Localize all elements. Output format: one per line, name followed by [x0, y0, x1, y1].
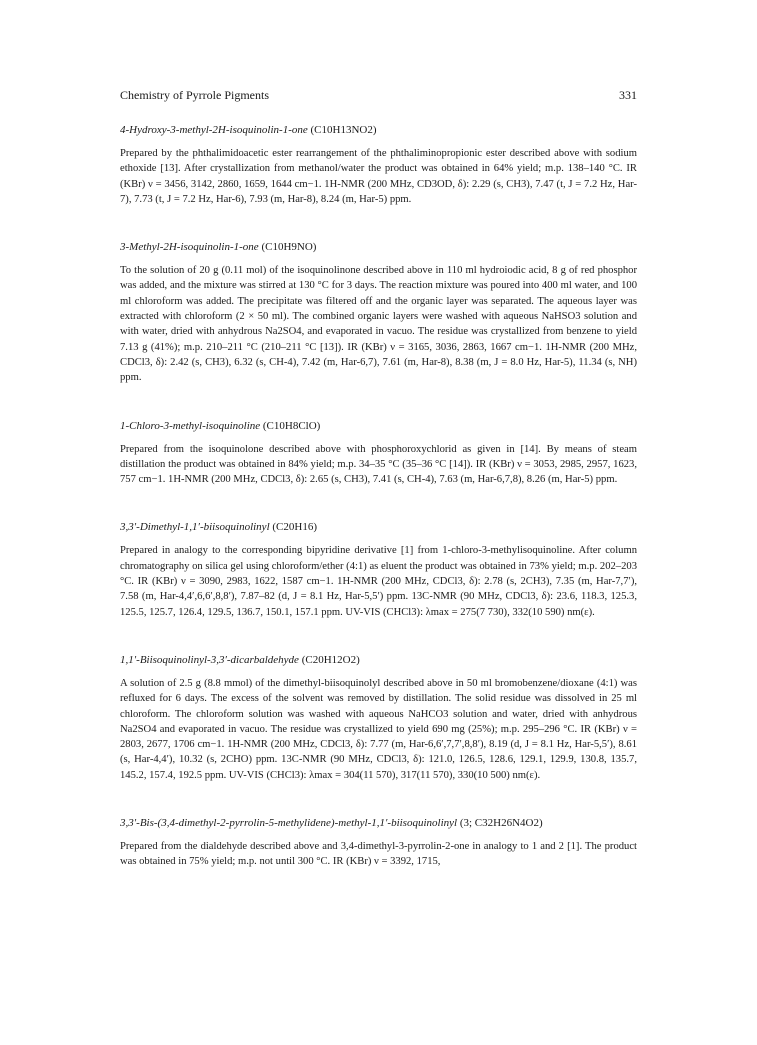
section: [120, 653, 637, 783]
compound-formula: (3; C32H26N4O2): [459, 817, 543, 830]
compound-name: 3-Methyl-2H-isoquinolin-1-one: [120, 241, 259, 254]
section: [120, 816, 637, 870]
section: [120, 520, 637, 619]
section-text: To the solution of 20 g (0.11 mol) of the isoquinolinone described above in 110 ml hydroiodic acid, 8 g of red phosphor was added, and the mixture was stirred at 130 °C for 3 days. The reaction mixture was poured into 400 ml water, and 100 ml chloroform was added. The precipitate was filtered off and the organic layer was separated. The aqueous layer was extracted with chloroform (2 × 50 ml). The combined organic layers were washed with aqueous NaHSO3 solution and with water, dried with anhydrous Na2SO4, and evaporated in vacuo. The residue was crystallized from benzene to yield 7.13 g (41%); m.p. 210–211 °C (210–211 °C [13]). IR (KBr) ν = 3165, 3036, 2863, 1667 cm−1. 1H-NMR (200 MHz, CDCl3, δ): 2.42 (s, CH3), 6.32 (s, CH-4), 7.42 (m, Har-6,7), 7.61 (m, Har-8), 8.38 (m, J = 8.0 Hz, Har-5), 11.34 (s, NH) ppm.: [120, 265, 637, 384]
section-text: Prepared in analogy to the corresponding bipyridine derivative [1] from 1-chloro-3-methylisoquinoline. After column chromatography on silica gel using chloroform/ether (4:1) as eluent the product was obtained in 73% yield; m.p. 202–203 °C. IR (KBr) ν = 3090, 2983, 1622, 1587 cm−1. 1H-NMR (200 MHz, CDCl3, δ): 2.78 (s, 2CH3), 7.35 (m, Har-7,7′), 7.58 (m, Har-4,4′,6,6′,8,8′), 7.87–82 (d, J = 8.1 Hz, Har-5,5′) ppm. 13C-NMR (90 MHz, CDCl3, δ): 23.6, 118.3, 125.3, 125.5, 125.7, 126.4, 129.5, 136.7, 150.1, 157.1 ppm. UV-VIS (CHCl3): λmax = 275(7 730), 332(10 590) nm(ε).: [120, 545, 637, 618]
compound-formula: (C20H16): [272, 521, 317, 534]
page-number: 331: [619, 88, 637, 102]
compound-title: [120, 520, 637, 534]
section: [120, 123, 637, 207]
compound-title: [120, 653, 637, 667]
compound-name: 3,3′-Bis-(3,4-dimethyl-2-pyrrolin-5-methylidene)-methyl-1,1′-biisoquinolinyl: [120, 817, 458, 830]
section-text: Prepared from the isoquinolone described above with phosphoroxychlorid as given in [14]. By means of steam distillation the product was obtained in 84% yield; m.p. 34–35 °C (35–36 °C [14]). IR (KBr) ν = 3053, 2985, 2957, 1623, 757 cm−1. 1H-NMR (200 MHz, CDCl3, δ): 2.65 (s, CH3), 7.41 (s, CH-4), 7.63 (m, Har-6,7,8), 8.26 (m, Har-5) ppm.: [120, 443, 637, 486]
running-header: [120, 88, 637, 102]
section: [120, 240, 637, 385]
document-page: [120, 88, 637, 870]
section: [120, 419, 637, 488]
compound-formula: (C10H13NO2): [310, 124, 377, 136]
section-text: Prepared from the dialdehyde described above and 3,4-dimethyl-3-pyrrolin-2-one in analogy to 1 and 2 [1]. The product was obtained in 75% yield; m.p. not until 300 °C. IR (KBr) ν = 3392, 1715,: [120, 841, 637, 868]
compound-title: [120, 419, 637, 433]
section-text: Prepared by the phthalimidoacetic ester rearrangement of the phthaliminopropionic ester described above with sodium ethoxide [13]. After crystallization from methanol/water the product was obtained in 64% yield; m.p. 138–140 °C. IR (KBr) ν = 3456, 3142, 2860, 1659, 1644 cm−1. 1H-NMR (200 MHz, CD3OD, δ): 2.29 (s, CH3), 7.47 (t, J = 7.2 Hz, Har-7), 7.73 (t, J = 7.2 Hz, Har-6), 7.93 (m, Har-8), 8.24 (m, Har-5) ppm.: [120, 148, 637, 205]
compound-title: [120, 123, 637, 137]
compound-title: [120, 816, 637, 830]
compound-title: [120, 240, 637, 254]
section-text: A solution of 2.5 g (8.8 mmol) of the dimethyl-biisoquinolyl described above in 50 ml bromobenzene/dioxane (4:1) was refluxed for 6 days. The excess of the solvent was removed by distillation. The solid residue was dissolved in 25 ml chloroform. The chloroform solution was washed with aqueous NaHCO3 solution and water, dried with anhydrous Na2SO4 and evaporated in vacuo. The residue was crystallized to yield 690 mg (25%); m.p. 295–296 °C. IR (KBr) ν = 2803, 2677, 1706 cm−1. 1H-NMR (200 MHz, CDCl3, δ): 7.77 (m, Har-6,6′,7,7′,8,8′), 8.19 (d, J = 8.1 Hz, Har-5,5′), 8.61 (s, Har-4,4′), 10.32 (s, 2CHO) ppm. 13C-NMR (90 MHz, CDCl3, δ): 121.0, 126.5, 128.6, 129.1, 129.9, 130.8, 135.7, 145.2, 157.4, 192.5 ppm. UV-VIS (CHCl3): λmax = 304(11 570), 317(11 570), 330(10 500) nm(ε).: [120, 677, 637, 781]
compound-formula: (C20H12O2): [301, 653, 360, 666]
compound-name: 4-Hydroxy-3-methyl-2H-isoquinolin-1-one: [120, 124, 308, 136]
compound-name: 3,3′-Dimethyl-1,1′-biisoquinolinyl: [120, 521, 270, 534]
compound-formula: (C10H9NO): [261, 241, 317, 254]
compound-name: 1,1′-Biisoquinolinyl-3,3′-dicarbaldehyde: [120, 653, 299, 666]
running-title: Chemistry of Pyrrole Pigments: [120, 88, 269, 102]
compound-formula: (C10H8ClO): [262, 419, 321, 432]
compound-name: 1-Chloro-3-methyl-isoquinoline: [120, 419, 261, 432]
